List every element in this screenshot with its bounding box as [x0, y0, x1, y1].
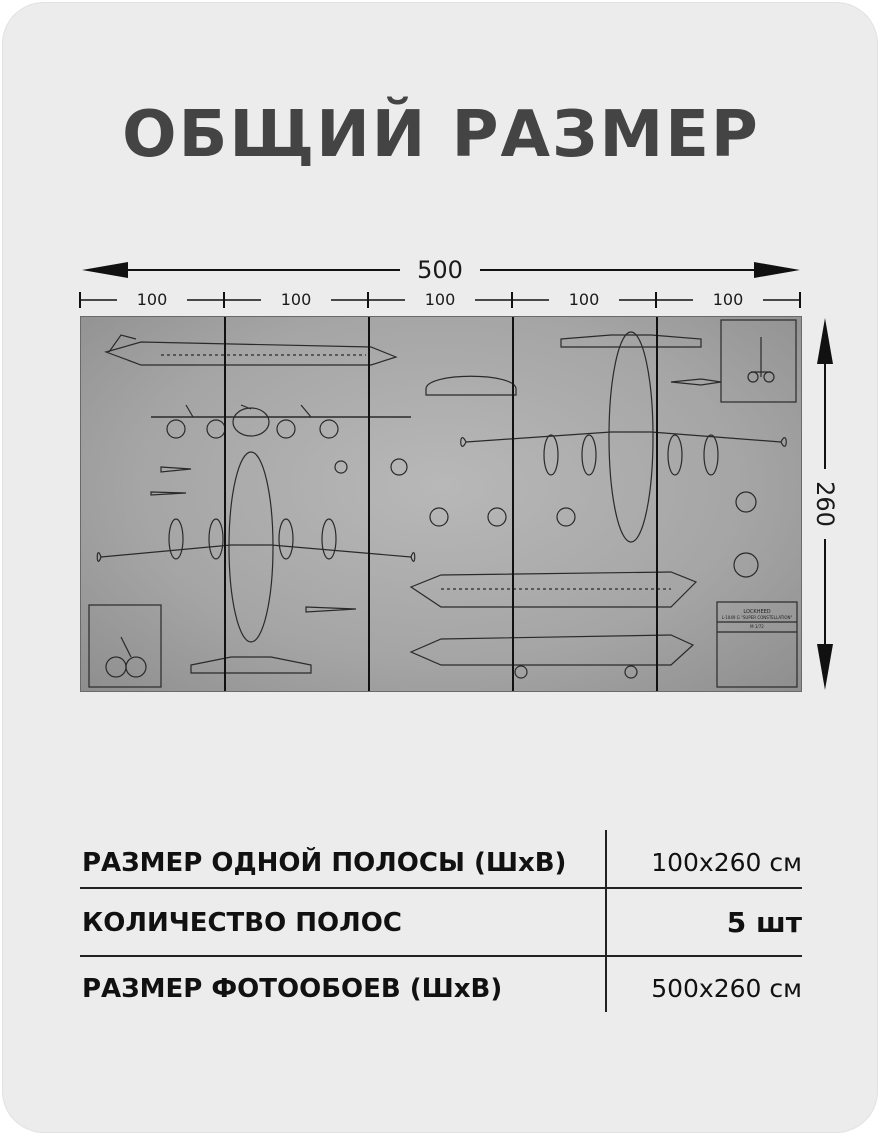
segment-width-label: 100	[693, 290, 763, 309]
divider	[605, 830, 607, 1012]
height-label: 260	[811, 469, 839, 539]
segment-width-label: 100	[261, 290, 331, 309]
spec-value: 500x260 см	[651, 974, 802, 1003]
wallpaper-preview-image	[80, 316, 802, 692]
aircraft-blueprint-drawing	[81, 317, 801, 691]
page-title: ОБЩИЙ РАЗМЕР	[122, 98, 760, 172]
spec-value: 100x260 см	[651, 848, 802, 877]
segment-width-label: 100	[405, 290, 475, 309]
spec-value: 5 шт	[726, 906, 802, 939]
total-width-label: 500	[400, 256, 480, 284]
spec-label: КОЛИЧЕСТВО ПОЛОС	[82, 908, 402, 938]
spec-label: РАЗМЕР ОДНОЙ ПОЛОСЫ (ШхВ)	[82, 848, 567, 878]
stamp-line-2: L-1049 G "SUPER CONSTELLATION"	[721, 615, 793, 620]
spec-label: РАЗМЕР ФОТООБОЕВ (ШхВ)	[82, 974, 503, 1004]
stamp-line-3: M 1/72	[750, 624, 764, 629]
spec-row-total-size	[80, 956, 802, 1022]
spec-row-strip-count	[80, 890, 802, 956]
stamp-line-1: LOCKHEED	[743, 609, 771, 615]
segment-width-label: 100	[549, 290, 619, 309]
divider	[80, 887, 802, 889]
segment-width-label: 100	[117, 290, 187, 309]
